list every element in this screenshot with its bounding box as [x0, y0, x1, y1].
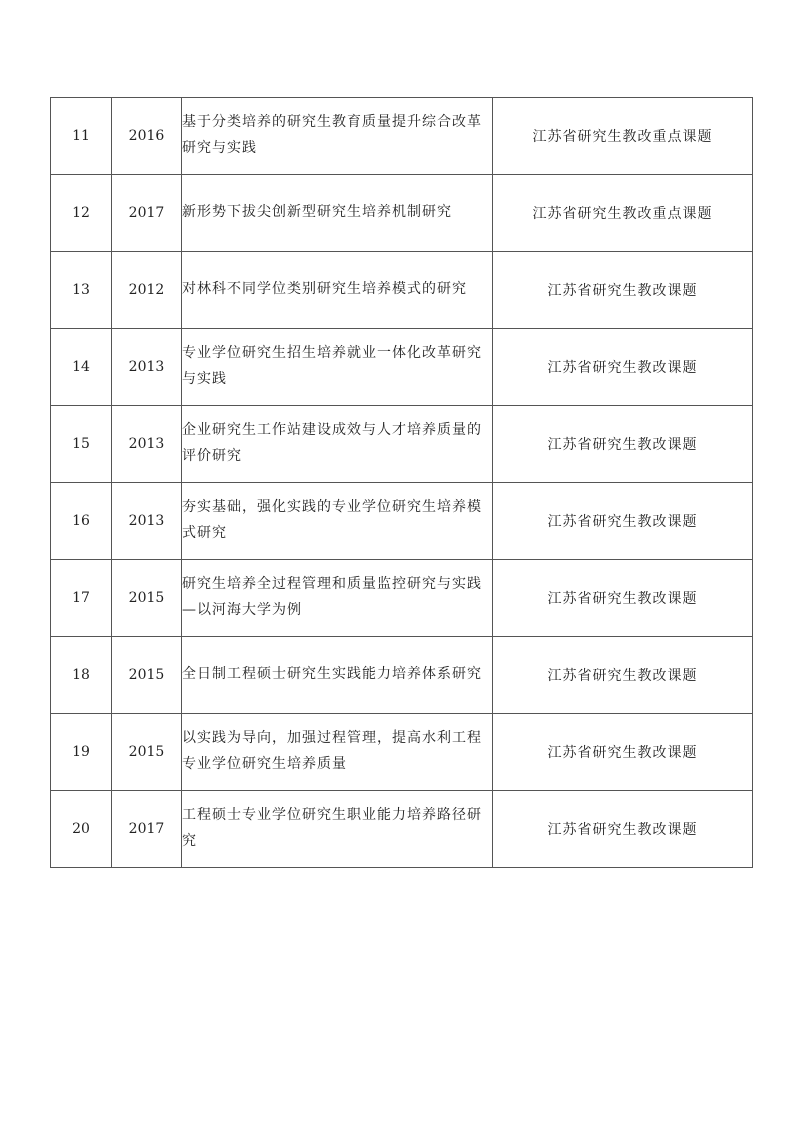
row-category: 江苏省研究生教改课题 — [493, 637, 753, 714]
row-category: 江苏省研究生教改课题 — [493, 252, 753, 329]
row-title-text: 对林科不同学位类别研究生培养模式的研究 — [182, 281, 467, 297]
row-title — [182, 98, 493, 175]
row-title — [182, 637, 493, 714]
row-number: 18 — [51, 637, 112, 714]
row-year: 2013 — [112, 329, 182, 406]
row-year: 2013 — [112, 483, 182, 560]
row-number: 16 — [51, 483, 112, 560]
row-title-text: 工程硕士专业学位研究生职业能力培养路径研究 — [182, 807, 482, 849]
table-row — [51, 483, 753, 560]
row-year: 2013 — [112, 406, 182, 483]
row-title — [182, 175, 493, 252]
row-title-text: 以实践为导向，加强过程管理，提高水利工程专业学位研究生培养质量 — [182, 730, 482, 772]
row-number: 11 — [51, 98, 112, 175]
row-number: 17 — [51, 560, 112, 637]
row-category: 江苏省研究生教改课题 — [493, 329, 753, 406]
table-row — [51, 714, 753, 791]
row-title — [182, 714, 493, 791]
row-title-text: 企业研究生工作站建设成效与人才培养质量的评价研究 — [182, 422, 482, 464]
row-number: 20 — [51, 791, 112, 868]
projects-table — [50, 97, 753, 868]
table-row — [51, 560, 753, 637]
row-title-text: 夯实基础，强化实践的专业学位研究生培养模式研究 — [182, 499, 482, 541]
row-year: 2016 — [112, 98, 182, 175]
row-category: 江苏省研究生教改课题 — [493, 714, 753, 791]
row-title — [182, 483, 493, 560]
projects-table-body — [51, 98, 753, 868]
row-title — [182, 560, 493, 637]
row-number: 13 — [51, 252, 112, 329]
row-year: 2015 — [112, 714, 182, 791]
row-category: 江苏省研究生教改课题 — [493, 791, 753, 868]
table-row — [51, 98, 753, 175]
table-row — [51, 637, 753, 714]
row-title — [182, 329, 493, 406]
row-year: 2012 — [112, 252, 182, 329]
row-title-text: 新形势下拔尖创新型研究生培养机制研究 — [182, 204, 452, 220]
row-number: 12 — [51, 175, 112, 252]
row-category: 江苏省研究生教改重点课题 — [493, 175, 753, 252]
table-row — [51, 175, 753, 252]
row-title-text: 基于分类培养的研究生教育质量提升综合改革研究与实践 — [182, 114, 482, 156]
row-number: 15 — [51, 406, 112, 483]
row-title — [182, 252, 493, 329]
row-number: 14 — [51, 329, 112, 406]
row-number: 19 — [51, 714, 112, 791]
row-title-text: 全日制工程硕士研究生实践能力培养体系研究 — [182, 666, 482, 682]
row-category: 江苏省研究生教改重点课题 — [493, 98, 753, 175]
row-category: 江苏省研究生教改课题 — [493, 560, 753, 637]
table-row — [51, 791, 753, 868]
table-row — [51, 252, 753, 329]
row-year: 2015 — [112, 637, 182, 714]
table-row — [51, 329, 753, 406]
row-category: 江苏省研究生教改课题 — [493, 406, 753, 483]
row-year: 2017 — [112, 175, 182, 252]
row-category: 江苏省研究生教改课题 — [493, 483, 753, 560]
row-year: 2017 — [112, 791, 182, 868]
row-title-text: 专业学位研究生招生培养就业一体化改革研究与实践 — [182, 345, 482, 387]
row-title — [182, 791, 493, 868]
row-year: 2015 — [112, 560, 182, 637]
row-title-text: 研究生培养全过程管理和质量监控研究与实践—以河海大学为例 — [182, 576, 482, 618]
row-title — [182, 406, 493, 483]
table-row — [51, 406, 753, 483]
